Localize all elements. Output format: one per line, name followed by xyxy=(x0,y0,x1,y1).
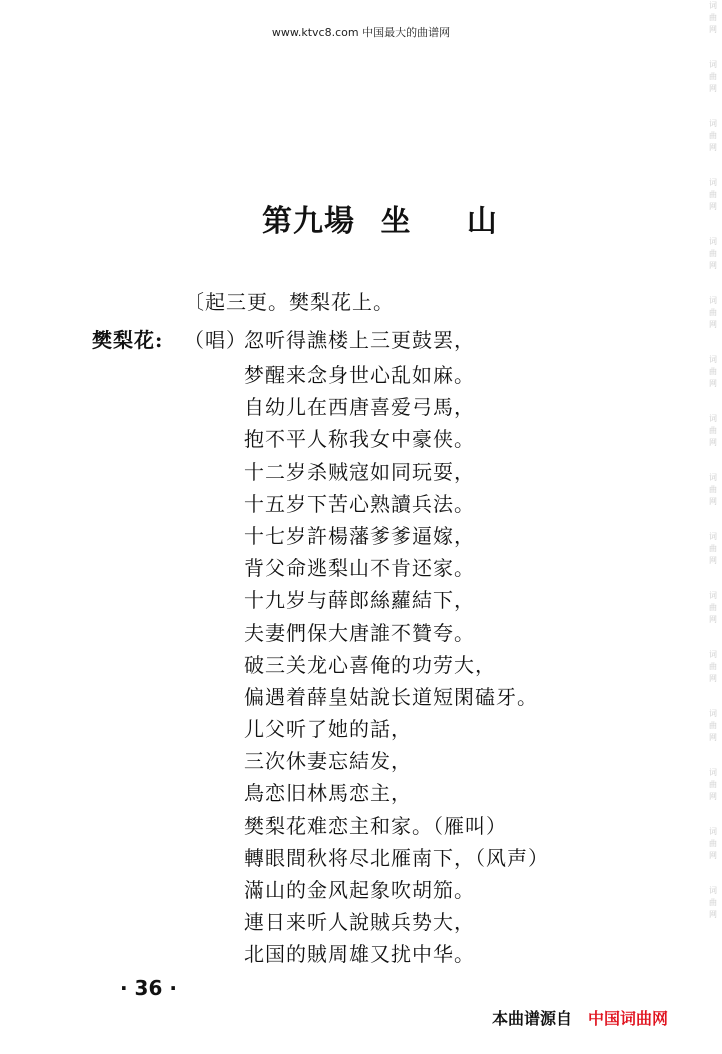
watermark-strip xyxy=(706,0,720,1054)
lyric-line: 梦醒来念身世心乱如麻。 xyxy=(244,363,475,387)
singing-cue: （唱） xyxy=(184,328,247,352)
lyric-line: 背父命逃梨山不肯还家。 xyxy=(244,556,475,581)
lyric-line: 夫妻們保大唐誰不贊夸。 xyxy=(244,620,475,645)
watermark-text: 词 曲 网 xyxy=(709,886,717,919)
lyric-line: 連日来听人說賊兵势大， xyxy=(244,910,475,935)
header-site-url: www.ktvc8.com 中国最大的曲谱网 xyxy=(271,26,451,39)
watermark-text: 词 曲 网 xyxy=(709,709,717,742)
lyric-line: 樊梨花难恋主和家。（雁叫） xyxy=(244,813,507,838)
lyric-line: 十二岁杀贼寇如同玩耍， xyxy=(244,459,475,484)
watermark-text: 词 曲 网 xyxy=(709,60,717,93)
watermark-text: 词 曲 网 xyxy=(709,296,717,329)
lyrics-block xyxy=(244,359,684,971)
lyric-line: 破三关龙心喜俺的功劳大， xyxy=(244,652,496,677)
source-note-prefix: 本曲谱源自 xyxy=(492,1009,573,1028)
lyric-line: 抱不平人称我女中豪侠。 xyxy=(244,427,475,452)
lyric-line: 滿山的金风起象吹胡笳。 xyxy=(244,878,475,902)
watermark-text: 词 曲 网 xyxy=(709,827,717,860)
speaker-name: 樊梨花: xyxy=(92,328,164,352)
watermark-text: 词 曲 网 xyxy=(709,473,717,506)
watermark-text: 词 曲 网 xyxy=(709,414,717,447)
scene-title xyxy=(262,196,498,240)
page-number: · 36 · xyxy=(120,976,177,1000)
scene-title-word-2: 山 xyxy=(466,204,498,239)
source-note xyxy=(492,1006,668,1029)
watermark-text: 词 曲 网 xyxy=(709,178,717,211)
lyric-line: 自幼儿在西唐喜爱弓馬， xyxy=(244,395,475,420)
watermark-text: 词 曲 网 xyxy=(709,355,717,388)
lyric-line: 儿父听了她的話， xyxy=(244,717,412,742)
watermark-text: 词 曲 网 xyxy=(709,650,717,683)
watermark-text: 词 曲 网 xyxy=(709,768,717,801)
scene-title-number: 第九場 xyxy=(262,204,355,239)
lyric-line: 忽听得譙楼上三更鼓罢， xyxy=(244,328,475,352)
scene-title-word-1: 坐 xyxy=(380,204,412,239)
watermark-text: 词 曲 网 xyxy=(709,532,717,565)
watermark-text: 词 曲 网 xyxy=(709,1,717,34)
watermark-text: 词 曲 网 xyxy=(709,237,717,270)
source-note-brand: 中国词曲网 xyxy=(588,1009,669,1028)
lyric-line: 十九岁与薛郎絲蘿結下， xyxy=(244,588,475,613)
lyric-line: 北国的賊周雄又扰中华。 xyxy=(244,942,475,967)
watermark-text: 词 曲 网 xyxy=(709,591,717,624)
lyric-line: 偏遇着薛皇姑說长道短閑磕牙。 xyxy=(244,684,538,709)
watermark-text: 词 曲 网 xyxy=(709,119,717,152)
lyric-line: 三次休妻忘結发， xyxy=(244,749,412,774)
lyric-line: 十七岁許楊藩爹爹逼嫁， xyxy=(244,523,475,548)
stage-direction: 〔起三更。樊梨花上。 xyxy=(184,290,394,314)
lyric-line: 十五岁下苦心熟讀兵法。 xyxy=(244,491,475,516)
lyric-line: 鳥恋旧林馬恋主， xyxy=(244,781,412,806)
lyric-line: 轉眼間秋将尽北雁南下，（风声） xyxy=(244,845,549,870)
